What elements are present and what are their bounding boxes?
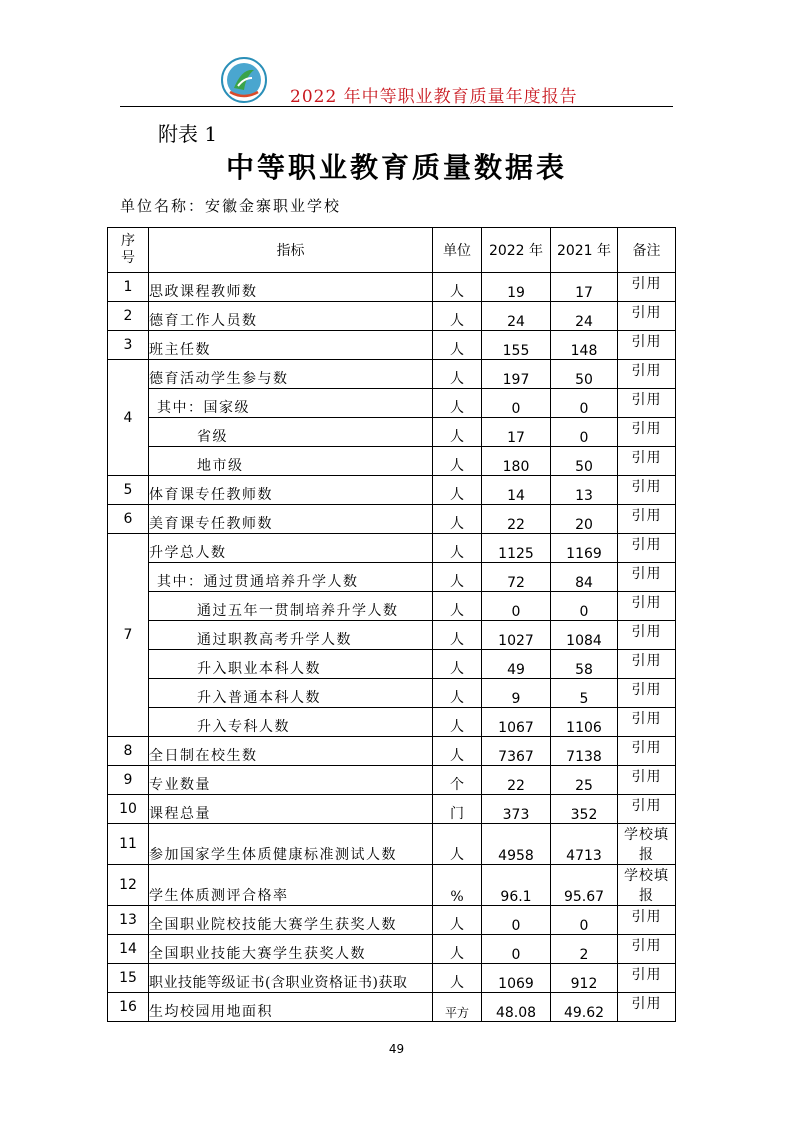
row-indicator: 地市级 [149,447,433,476]
table-row [108,766,676,795]
row-note: 引用 [618,795,676,824]
row-2022: 0 [482,592,551,621]
row-indicator: 升入普通本科人数 [149,679,433,708]
header-2022: 2022 年 [482,228,551,273]
row-no: 15 [108,964,149,993]
row-no: 9 [108,766,149,795]
header-no-line1: 序 [121,233,135,249]
row-2022: 0 [482,906,551,935]
row-no: 5 [108,476,149,505]
row-indicator: 省级 [149,418,433,447]
row-unit: 人 [433,273,482,302]
row-note: 引用 [618,331,676,360]
row-unit: 人 [433,935,482,964]
row-2021: 1084 [551,621,618,650]
row-unit: 门 [433,795,482,824]
row-indicator: 美育课专任教师数 [149,505,433,534]
header-no-line2: 号 [121,250,135,266]
row-2021: 0 [551,418,618,447]
row-unit: 平方 [433,993,482,1022]
row-indicator: 全日制在校生数 [149,737,433,766]
header-no [108,228,149,273]
row-no: 4 [108,360,149,476]
table-row [108,650,676,679]
row-2022: 0 [482,935,551,964]
row-unit: 人 [433,360,482,389]
row-indicator: 生均校园用地面积 [149,993,433,1022]
row-no: 12 [108,865,149,906]
row-2021: 2 [551,935,618,964]
row-note: 引用 [618,273,676,302]
row-2021: 84 [551,563,618,592]
row-indicator: 专业数量 [149,766,433,795]
row-note: 学校填报 [618,865,676,906]
table-row [108,418,676,447]
row-2022: 7367 [482,737,551,766]
row-note: 引用 [618,505,676,534]
row-indicator: 班主任数 [149,331,433,360]
row-2021: 95.67 [551,865,618,906]
row-note: 引用 [618,534,676,563]
row-2022: 4958 [482,824,551,865]
row-note: 引用 [618,563,676,592]
row-note: 引用 [618,737,676,766]
row-unit: 人 [433,534,482,563]
table-row [108,476,676,505]
header-unit: 单位 [433,228,482,273]
table-row [108,993,676,1022]
row-unit: 人 [433,964,482,993]
unit-name-line: 单位名称：安徽金寨职业学校 [120,197,342,215]
row-2022: 1067 [482,708,551,737]
row-2022: 197 [482,360,551,389]
row-indicator: 课程总量 [149,795,433,824]
row-2022: 155 [482,331,551,360]
row-2021: 1169 [551,534,618,563]
table-row [108,505,676,534]
row-unit: 个 [433,766,482,795]
row-unit: % [433,865,482,906]
header-2021: 2021 年 [551,228,618,273]
row-2021: 17 [551,273,618,302]
table-row [108,795,676,824]
row-note: 引用 [618,993,676,1022]
row-no: 11 [108,824,149,865]
row-unit: 人 [433,302,482,331]
row-no: 10 [108,795,149,824]
row-2022: 19 [482,273,551,302]
page-header [120,52,673,108]
row-2021: 352 [551,795,618,824]
row-indicator: 通过五年一贯制培养升学人数 [149,592,433,621]
table-row [108,906,676,935]
row-2021: 49.62 [551,993,618,1022]
row-unit: 人 [433,679,482,708]
row-no: 3 [108,331,149,360]
row-indicator: 通过职教高考升学人数 [149,621,433,650]
row-2021: 24 [551,302,618,331]
table-header-row [108,228,676,273]
row-2021: 0 [551,389,618,418]
table-row [108,621,676,650]
row-indicator: 升入专科人数 [149,708,433,737]
row-2022: 180 [482,447,551,476]
row-note: 引用 [618,360,676,389]
table-row [108,447,676,476]
table-row [108,273,676,302]
table-row [108,360,676,389]
row-unit: 人 [433,389,482,418]
quality-data-table [107,227,676,1022]
row-unit: 人 [433,476,482,505]
row-2021: 7138 [551,737,618,766]
row-2021: 50 [551,360,618,389]
row-unit: 人 [433,621,482,650]
row-2021: 50 [551,447,618,476]
row-2022: 1125 [482,534,551,563]
row-note: 引用 [618,906,676,935]
row-unit: 人 [433,447,482,476]
row-note: 引用 [618,418,676,447]
row-indicator: 学生体质测评合格率 [149,865,433,906]
row-note: 引用 [618,621,676,650]
row-indicator: 升学总人数 [149,534,433,563]
row-indicator: 德育工作人员数 [149,302,433,331]
row-no: 7 [108,534,149,737]
row-unit: 人 [433,708,482,737]
row-2022: 373 [482,795,551,824]
row-unit: 人 [433,906,482,935]
row-no: 16 [108,993,149,1022]
row-unit: 人 [433,824,482,865]
row-unit: 人 [433,331,482,360]
row-2021: 4713 [551,824,618,865]
row-2021: 148 [551,331,618,360]
row-unit: 人 [433,563,482,592]
row-note: 引用 [618,935,676,964]
row-2021: 912 [551,964,618,993]
row-note: 引用 [618,476,676,505]
table-row [108,737,676,766]
row-2021: 5 [551,679,618,708]
page-number: 49 [388,1042,405,1056]
row-indicator: 其中：通过贯通培养升学人数 [149,563,433,592]
row-2022: 1069 [482,964,551,993]
row-unit: 人 [433,737,482,766]
row-2021: 0 [551,592,618,621]
header-divider [120,106,673,107]
table-row [108,824,676,865]
row-note: 引用 [618,679,676,708]
row-indicator: 德育活动学生参与数 [149,360,433,389]
school-logo-icon [220,56,268,104]
row-2022: 9 [482,679,551,708]
row-2021: 0 [551,906,618,935]
row-no: 8 [108,737,149,766]
row-2022: 0 [482,389,551,418]
row-2022: 96.1 [482,865,551,906]
row-2021: 1106 [551,708,618,737]
row-2021: 58 [551,650,618,679]
row-2021: 13 [551,476,618,505]
table-row [108,331,676,360]
row-2021: 25 [551,766,618,795]
header-note: 备注 [618,228,676,273]
row-2022: 48.08 [482,993,551,1022]
row-indicator: 思政课程教师数 [149,273,433,302]
row-2022: 49 [482,650,551,679]
table-row [108,865,676,906]
page-title: 中等职业教育质量数据表 [225,151,567,184]
row-2022: 22 [482,766,551,795]
table-row [108,708,676,737]
table-row [108,964,676,993]
row-unit: 人 [433,418,482,447]
row-2022: 1027 [482,621,551,650]
row-indicator: 参加国家学生体质健康标准测试人数 [149,824,433,865]
row-unit: 人 [433,592,482,621]
row-indicator: 全国职业技能大赛学生获奖人数 [149,935,433,964]
row-indicator: 其中：国家级 [149,389,433,418]
appendix-label: 附表 1 [158,122,218,146]
row-no: 13 [108,906,149,935]
row-indicator: 升入职业本科人数 [149,650,433,679]
table-row [108,302,676,331]
row-note: 引用 [618,964,676,993]
row-no: 6 [108,505,149,534]
row-note: 引用 [618,592,676,621]
row-indicator: 全国职业院校技能大赛学生获奖人数 [149,906,433,935]
table-row [108,563,676,592]
row-2022: 14 [482,476,551,505]
row-2022: 24 [482,302,551,331]
row-note: 引用 [618,302,676,331]
table-row [108,592,676,621]
row-note: 引用 [618,447,676,476]
table-row [108,534,676,563]
row-indicator: 职业技能等级证书(含职业资格证书)获取 [149,964,433,993]
row-2022: 17 [482,418,551,447]
table-row [108,679,676,708]
row-no: 1 [108,273,149,302]
table-row [108,389,676,418]
row-indicator: 体育课专任教师数 [149,476,433,505]
row-no: 2 [108,302,149,331]
table-row [108,935,676,964]
row-unit: 人 [433,650,482,679]
row-note: 引用 [618,766,676,795]
row-2022: 22 [482,505,551,534]
header-indicator: 指标 [149,228,433,273]
row-note: 引用 [618,708,676,737]
row-note: 引用 [618,389,676,418]
header-title: 2022 年中等职业教育质量年度报告 [290,87,578,107]
row-note: 引用 [618,650,676,679]
row-no: 14 [108,935,149,964]
row-note: 学校填报 [618,824,676,865]
row-2021: 20 [551,505,618,534]
row-unit: 人 [433,505,482,534]
row-2022: 72 [482,563,551,592]
